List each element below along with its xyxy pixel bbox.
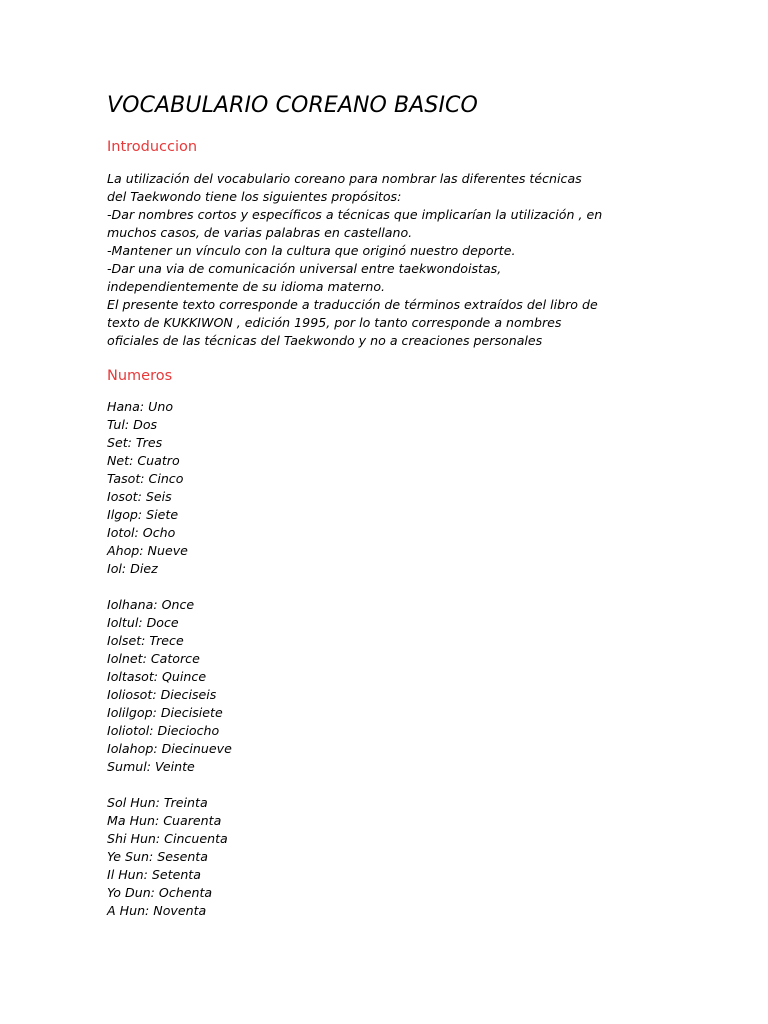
vocabulary-entry: Yo Dun: Ochenta (107, 885, 213, 900)
vocabulary-entry: Tul: Dos (107, 417, 158, 432)
document-title: VOCABULARIO COREANO BASICO (107, 93, 478, 118)
intro-line: La utilización del vocabulario coreano para nombrar las diferentes técnicas (107, 171, 582, 186)
vocabulary-entry: Iotol: Ocho (107, 525, 176, 540)
vocabulary-entry: Iolilgop: Diecisiete (107, 705, 223, 720)
intro-line: muchos casos, de varias palabras en castellano. (107, 225, 413, 240)
intro-line: -Dar una via de comunicación universal entre taekwondoistas, (107, 261, 502, 276)
vocabulary-entry: Sol Hun: Treinta (107, 795, 208, 810)
numbers-list-eleven-to-twenty (107, 596, 232, 776)
vocabulary-entry: Ye Sun: Sesenta (107, 849, 208, 864)
vocabulary-entry: Iolhana: Once (107, 597, 195, 612)
vocabulary-entry: Ilgop: Siete (107, 507, 179, 522)
vocabulary-entry: Shi Hun: Cincuenta (107, 831, 228, 846)
vocabulary-entry: Iolnet: Catorce (107, 651, 200, 666)
intro-line: El presente texto corresponde a traducción de términos extraídos del libro de (107, 297, 598, 312)
intro-paragraph (107, 170, 602, 350)
vocabulary-entry: Iosot: Seis (107, 489, 172, 504)
vocabulary-entry: Ioliosot: Dieciseis (107, 687, 217, 702)
intro-line: oficiales de las técnicas del Taekwondo y no a creaciones personales (107, 333, 543, 348)
vocabulary-entry: Ahop: Nueve (107, 543, 188, 558)
vocabulary-entry: Net: Cuatro (107, 453, 180, 468)
intro-line: -Mantener un vínculo con la cultura que originó nuestro deporte. (107, 243, 516, 258)
vocabulary-entry: Il Hun: Setenta (107, 867, 201, 882)
vocabulary-entry: Set: Tres (107, 435, 163, 450)
vocabulary-entry: Sumul: Veinte (107, 759, 195, 774)
vocabulary-entry: Tasot: Cinco (107, 471, 184, 486)
vocabulary-entry: Ma Hun: Cuarenta (107, 813, 222, 828)
vocabulary-entry: Ioliotol: Dieciocho (107, 723, 220, 738)
section-heading-numeros: Numeros (107, 368, 173, 384)
intro-line: independientemente de su idioma materno. (107, 279, 386, 294)
vocabulary-entry: Iol: Diez (107, 561, 158, 576)
vocabulary-entry: Iolset: Trece (107, 633, 184, 648)
section-heading-introduccion: Introduccion (107, 139, 198, 155)
numbers-list-one-to-ten (107, 398, 188, 578)
vocabulary-entry: Ioltul: Doce (107, 615, 179, 630)
intro-line: -Dar nombres cortos y específicos a técnicas que implicarían la utilización , en (107, 207, 603, 222)
vocabulary-entry: Hana: Uno (107, 399, 174, 414)
intro-line: texto de KUKKIWON , edición 1995, por lo tanto corresponde a nombres (107, 315, 562, 330)
intro-line: del Taekwondo tiene los siguientes propósitos: (107, 189, 402, 204)
vocabulary-entry: A Hun: Noventa (107, 903, 207, 918)
vocabulary-entry: Iolahop: Diecinueve (107, 741, 232, 756)
numbers-list-tens (107, 794, 228, 920)
vocabulary-entry: Ioltasot: Quince (107, 669, 207, 684)
